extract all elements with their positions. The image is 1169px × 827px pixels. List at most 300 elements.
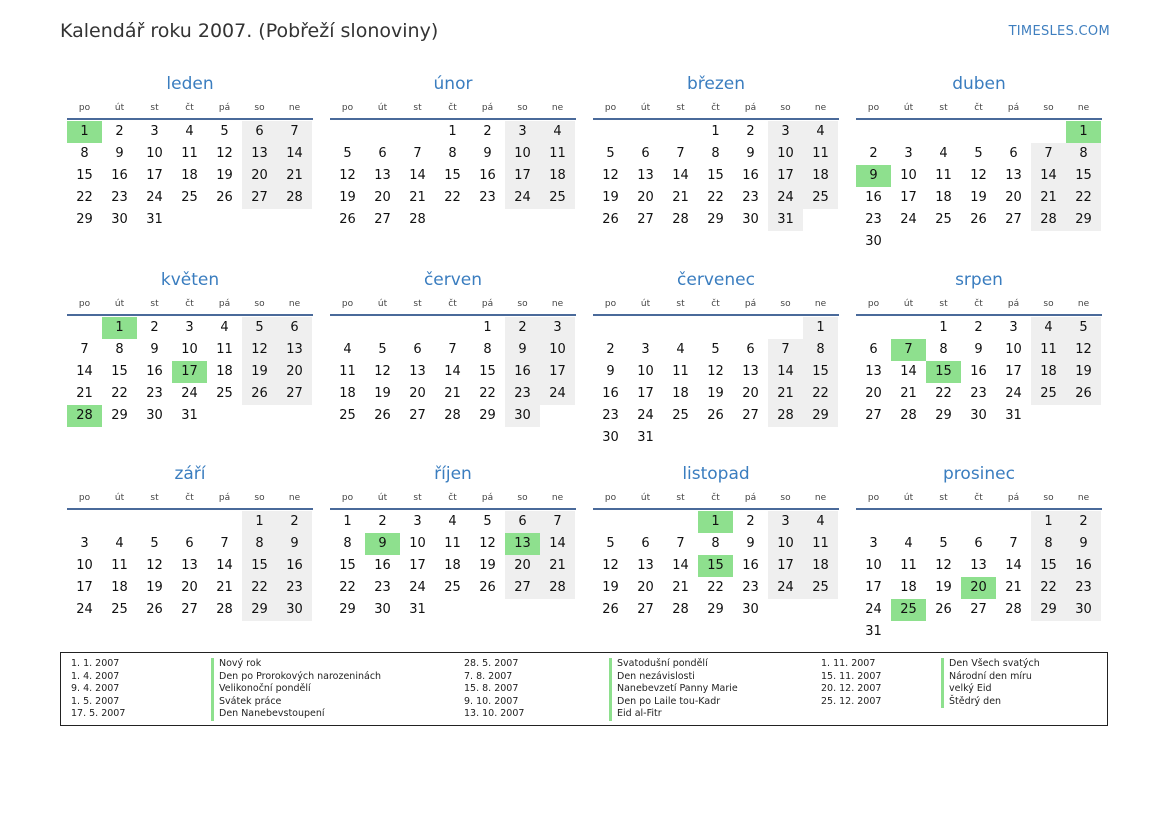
empty-cell — [628, 121, 663, 143]
day-cell: 19 — [146, 580, 163, 595]
day-cell: 12 — [146, 558, 163, 573]
day-cell: 10 — [409, 536, 426, 551]
empty-cell — [961, 511, 996, 533]
week-row — [330, 383, 576, 405]
day-cell: 16 — [374, 558, 391, 573]
day-cell: 19 — [479, 558, 496, 573]
legend-holiday-name: Den nezávislosti — [617, 670, 695, 682]
day-cell: 20 — [242, 165, 277, 187]
day-cell: 5 — [711, 342, 720, 357]
empty-cell — [137, 511, 172, 533]
day-cell: 23 — [602, 408, 619, 423]
day-cell: 28 — [540, 577, 575, 599]
empty-cell — [768, 317, 803, 339]
holiday-day-cell: 15 — [926, 361, 961, 383]
day-cell: 17 — [540, 361, 575, 383]
day-cell: 25 — [339, 408, 356, 423]
empty-cell — [593, 317, 628, 339]
weekday-header — [67, 295, 313, 313]
month-name: srpen — [955, 270, 1003, 290]
month-6 — [330, 269, 576, 427]
weekday-label: po — [78, 103, 91, 113]
day-cell: 26 — [707, 408, 724, 423]
empty-cell — [803, 427, 838, 449]
day-cell: 31 — [409, 602, 426, 617]
weekday-label: po — [867, 493, 880, 503]
day-cell: 29 — [242, 599, 277, 621]
empty-cell — [996, 511, 1031, 533]
day-cell: 7 — [540, 511, 575, 533]
day-cell: 29 — [803, 405, 838, 427]
day-cell: 4 — [803, 121, 838, 143]
week-row — [330, 121, 576, 143]
day-cell: 1 — [343, 514, 352, 529]
day-cell: 26 — [242, 383, 277, 405]
day-cell: 27 — [742, 408, 759, 423]
holiday-day-cell: 1 — [1066, 121, 1101, 143]
day-cell: 7 — [220, 536, 229, 551]
empty-cell — [803, 599, 838, 621]
day-cell: 11 — [339, 364, 356, 379]
empty-cell — [242, 405, 277, 427]
month-12 — [856, 463, 1102, 643]
day-cell: 17 — [900, 190, 917, 205]
week-row — [67, 383, 313, 405]
day-cell: 25 — [935, 212, 952, 227]
day-cell: 5 — [606, 146, 615, 161]
day-cell: 2 — [505, 317, 540, 339]
week-row — [856, 143, 1102, 165]
day-cell: 17 — [1005, 364, 1022, 379]
month-4 — [856, 73, 1102, 253]
day-cell: 22 — [242, 577, 277, 599]
empty-cell — [926, 231, 961, 253]
empty-cell — [891, 121, 926, 143]
day-cell: 18 — [111, 580, 128, 595]
legend-date: 1. 5. 2007 — [71, 695, 120, 707]
weekday-label: st — [413, 299, 422, 309]
day-cell: 18 — [935, 190, 952, 205]
day-cell: 15 — [479, 364, 496, 379]
legend-date: 1. 11. 2007 — [821, 658, 876, 669]
week-row — [330, 165, 576, 187]
day-cell: 10 — [768, 143, 803, 165]
day-cell: 27 — [374, 212, 391, 227]
empty-cell — [277, 209, 312, 231]
empty-cell — [1066, 405, 1101, 427]
empty-cell — [1031, 405, 1066, 427]
week-row — [330, 209, 576, 231]
weekday-label: st — [676, 493, 685, 503]
day-cell: 8 — [711, 146, 720, 161]
day-cell: 14 — [216, 558, 233, 573]
day-cell: 21 — [672, 190, 689, 205]
day-cell: 20 — [742, 386, 759, 401]
weekday-label: st — [413, 493, 422, 503]
day-cell: 2 — [974, 320, 983, 335]
weekday-label: so — [780, 103, 791, 113]
header-divider — [67, 314, 313, 316]
day-cell: 20 — [865, 386, 882, 401]
week-row — [856, 599, 1102, 621]
day-cell: 14 — [1005, 558, 1022, 573]
day-cell: 27 — [505, 577, 540, 599]
month-name: prosinec — [943, 464, 1015, 484]
day-cell: 12 — [707, 364, 724, 379]
week-row — [330, 361, 576, 383]
day-cell: 24 — [146, 190, 163, 205]
weekday-label: út — [640, 493, 651, 503]
day-cell: 20 — [409, 386, 426, 401]
day-cell: 4 — [220, 320, 229, 335]
day-cell: 27 — [1005, 212, 1022, 227]
day-cell: 18 — [339, 386, 356, 401]
weekday-label: ne — [288, 493, 301, 503]
day-cell: 5 — [939, 536, 948, 551]
day-cell: 11 — [444, 536, 461, 551]
day-cell: 14 — [768, 361, 803, 383]
day-cell: 26 — [1066, 383, 1101, 405]
day-cell: 14 — [672, 558, 689, 573]
day-cell: 6 — [505, 511, 540, 533]
day-cell: 9 — [115, 146, 124, 161]
weekday-header — [330, 295, 576, 313]
day-cell: 8 — [448, 146, 457, 161]
weekday-label: pá — [744, 299, 757, 309]
day-cell: 13 — [181, 558, 198, 573]
day-cell: 10 — [1005, 342, 1022, 357]
empty-cell — [67, 317, 102, 339]
day-cell: 22 — [1031, 577, 1066, 599]
day-cell: 13 — [374, 168, 391, 183]
holiday-day-cell: 17 — [172, 361, 207, 383]
day-cell: 25 — [444, 580, 461, 595]
weekday-label: po — [604, 493, 617, 503]
day-cell: 12 — [374, 364, 391, 379]
day-cell: 23 — [146, 386, 163, 401]
weekday-label: st — [939, 493, 948, 503]
weekday-header — [593, 295, 839, 313]
day-cell: 9 — [505, 339, 540, 361]
weekday-label: ne — [288, 299, 301, 309]
day-cell: 28 — [216, 602, 233, 617]
empty-cell — [470, 599, 505, 621]
day-cell: 29 — [111, 408, 128, 423]
day-cell: 2 — [277, 511, 312, 533]
week-row — [593, 599, 839, 621]
day-cell: 9 — [483, 146, 492, 161]
day-cell: 4 — [676, 342, 685, 357]
empty-cell — [172, 511, 207, 533]
day-cell: 7 — [1009, 536, 1018, 551]
month-8 — [856, 269, 1102, 427]
week-row — [593, 383, 839, 405]
day-cell: 23 — [479, 190, 496, 205]
week-row — [856, 511, 1102, 533]
day-cell: 30 — [111, 212, 128, 227]
weekday-header — [67, 489, 313, 507]
day-cell: 3 — [641, 342, 650, 357]
day-cell: 19 — [602, 190, 619, 205]
day-cell: 16 — [742, 168, 759, 183]
day-cell: 19 — [242, 361, 277, 383]
day-cell: 30 — [742, 212, 759, 227]
day-cell: 9 — [974, 342, 983, 357]
day-cell: 12 — [1066, 339, 1101, 361]
day-cell: 12 — [602, 558, 619, 573]
legend-holiday-name: Den Všech svatých — [949, 658, 1040, 669]
day-cell: 26 — [602, 602, 619, 617]
day-cell: 4 — [115, 536, 124, 551]
day-cell: 24 — [505, 187, 540, 209]
day-cell: 11 — [181, 146, 198, 161]
legend-holiday-name: velký Eid — [949, 683, 992, 695]
day-cell: 12 — [242, 339, 277, 361]
header-divider — [330, 314, 576, 316]
day-cell: 17 — [768, 165, 803, 187]
day-cell: 2 — [746, 514, 755, 529]
weekday-label: st — [676, 299, 685, 309]
day-cell: 5 — [343, 146, 352, 161]
day-cell: 11 — [935, 168, 952, 183]
day-cell: 8 — [242, 533, 277, 555]
weekday-label: so — [780, 493, 791, 503]
weekday-header — [593, 99, 839, 117]
day-cell: 18 — [803, 555, 838, 577]
week-row — [856, 121, 1102, 143]
day-cell: 1 — [242, 511, 277, 533]
day-cell: 21 — [216, 580, 233, 595]
weekday-label: ne — [551, 299, 564, 309]
weekday-label: pá — [1007, 493, 1020, 503]
empty-cell — [628, 511, 663, 533]
month-11 — [593, 463, 839, 621]
holiday-day-cell: 1 — [698, 511, 733, 533]
weekday-label: čt — [974, 103, 983, 113]
day-cell: 27 — [865, 408, 882, 423]
day-cell: 25 — [216, 386, 233, 401]
day-cell: 21 — [277, 165, 312, 187]
weekday-label: po — [867, 103, 880, 113]
day-cell: 2 — [483, 124, 492, 139]
empty-cell — [1031, 231, 1066, 253]
day-cell: 23 — [374, 580, 391, 595]
day-cell: 3 — [869, 536, 878, 551]
weekday-label: po — [78, 493, 91, 503]
day-cell: 24 — [409, 580, 426, 595]
day-cell: 6 — [1009, 146, 1018, 161]
day-cell: 17 — [146, 168, 163, 183]
legend-holiday-name: Eid al-Fitr — [617, 708, 662, 720]
month-name: červen — [423, 270, 483, 290]
day-cell: 24 — [540, 383, 575, 405]
weekday-label: čt — [711, 493, 720, 503]
week-row — [593, 143, 839, 165]
day-cell: 19 — [339, 190, 356, 205]
day-cell: 24 — [637, 408, 654, 423]
empty-cell — [505, 599, 540, 621]
day-cell: 2 — [115, 124, 124, 139]
day-cell: 26 — [970, 212, 987, 227]
weekday-label: po — [78, 299, 91, 309]
week-row — [856, 533, 1102, 555]
empty-cell — [365, 317, 400, 339]
day-cell: 13 — [970, 558, 987, 573]
empty-cell — [891, 317, 926, 339]
day-cell: 18 — [216, 364, 233, 379]
week-row — [856, 231, 1102, 253]
week-row — [67, 209, 313, 231]
legend-date: 9. 4. 2007 — [71, 683, 120, 695]
weekday-label: út — [114, 103, 125, 113]
day-cell: 12 — [216, 146, 233, 161]
header-divider — [856, 118, 1102, 120]
weekday-label: po — [604, 103, 617, 113]
day-cell: 19 — [374, 386, 391, 401]
legend-dates-column — [821, 658, 881, 708]
day-cell: 1 — [1031, 511, 1066, 533]
weekday-label: so — [517, 299, 528, 309]
empty-cell — [891, 231, 926, 253]
empty-cell — [698, 317, 733, 339]
day-cell: 6 — [641, 146, 650, 161]
day-cell: 3 — [185, 320, 194, 335]
day-cell: 18 — [672, 386, 689, 401]
weekday-label: čt — [974, 493, 983, 503]
holiday-day-cell: 15 — [698, 555, 733, 577]
day-cell: 7 — [277, 121, 312, 143]
weekday-label: st — [150, 299, 159, 309]
day-cell: 29 — [479, 408, 496, 423]
day-cell: 24 — [76, 602, 93, 617]
week-row — [330, 405, 576, 427]
day-cell: 30 — [865, 234, 882, 249]
day-cell: 17 — [409, 558, 426, 573]
day-cell: 8 — [80, 146, 89, 161]
weekday-label: ne — [814, 299, 827, 309]
day-cell: 31 — [146, 212, 163, 227]
day-cell: 15 — [242, 555, 277, 577]
empty-cell — [628, 317, 663, 339]
day-cell: 27 — [970, 602, 987, 617]
weekday-label: st — [150, 103, 159, 113]
weekday-label: po — [341, 103, 354, 113]
day-cell: 4 — [803, 511, 838, 533]
week-row — [67, 577, 313, 599]
week-row — [67, 165, 313, 187]
empty-cell — [1031, 121, 1066, 143]
day-cell: 21 — [768, 383, 803, 405]
weekday-label: čt — [711, 299, 720, 309]
day-cell: 3 — [768, 511, 803, 533]
weekday-label: so — [1043, 103, 1054, 113]
legend-holiday-name: Svátek práce — [219, 695, 282, 707]
day-cell: 13 — [1005, 168, 1022, 183]
weekday-label: st — [150, 493, 159, 503]
day-cell: 19 — [707, 386, 724, 401]
day-cell: 29 — [707, 602, 724, 617]
weekday-header — [856, 295, 1102, 313]
day-cell: 15 — [803, 361, 838, 383]
day-cell: 28 — [1005, 602, 1022, 617]
day-cell: 5 — [378, 342, 387, 357]
day-cell: 29 — [935, 408, 952, 423]
day-cell: 21 — [444, 386, 461, 401]
empty-cell — [277, 405, 312, 427]
week-row — [856, 317, 1102, 339]
empty-cell — [67, 511, 102, 533]
day-cell: 4 — [939, 146, 948, 161]
empty-cell — [102, 511, 137, 533]
day-cell: 12 — [602, 168, 619, 183]
weekday-label: ne — [551, 103, 564, 113]
day-cell: 13 — [277, 339, 312, 361]
empty-cell — [961, 121, 996, 143]
empty-cell — [961, 231, 996, 253]
day-cell: 22 — [479, 386, 496, 401]
month-name: leden — [166, 74, 214, 94]
empty-cell — [540, 405, 575, 427]
empty-cell — [856, 511, 891, 533]
week-row — [593, 121, 839, 143]
day-cell: 1 — [711, 124, 720, 139]
empty-cell — [207, 511, 242, 533]
day-cell: 9 — [277, 533, 312, 555]
day-cell: 10 — [146, 146, 163, 161]
day-cell: 21 — [1031, 187, 1066, 209]
day-cell: 10 — [540, 339, 575, 361]
week-row — [593, 405, 839, 427]
day-cell: 26 — [339, 212, 356, 227]
day-cell: 25 — [540, 187, 575, 209]
day-cell: 4 — [343, 342, 352, 357]
day-cell: 9 — [1066, 533, 1101, 555]
day-cell: 28 — [672, 602, 689, 617]
day-cell: 15 — [1031, 555, 1066, 577]
day-cell: 24 — [900, 212, 917, 227]
day-cell: 7 — [676, 146, 685, 161]
legend-holiday-name: Štědrý den — [949, 695, 1002, 707]
legend-names-column — [941, 658, 1040, 708]
month-name: říjen — [434, 464, 472, 484]
day-cell: 8 — [1066, 143, 1101, 165]
day-cell: 24 — [865, 602, 882, 617]
day-cell: 8 — [343, 536, 352, 551]
brand-link[interactable]: TIMESLES.COM — [1008, 24, 1110, 39]
week-row — [330, 317, 576, 339]
month-name: únor — [433, 74, 473, 94]
holiday-day-cell: 25 — [891, 599, 926, 621]
weekday-label: st — [939, 299, 948, 309]
week-row — [856, 383, 1102, 405]
week-row — [856, 339, 1102, 361]
header-divider — [593, 314, 839, 316]
legend-names-column — [609, 658, 738, 721]
week-row — [856, 165, 1102, 187]
empty-cell — [663, 317, 698, 339]
day-cell: 30 — [602, 430, 619, 445]
empty-cell — [856, 121, 891, 143]
day-cell: 16 — [146, 364, 163, 379]
day-cell: 25 — [111, 602, 128, 617]
legend-date: 7. 8. 2007 — [464, 670, 513, 682]
day-cell: 3 — [150, 124, 159, 139]
day-cell: 19 — [935, 580, 952, 595]
day-cell: 13 — [637, 168, 654, 183]
empty-cell — [540, 599, 575, 621]
legend-date: 9. 10. 2007 — [464, 695, 519, 707]
day-cell: 30 — [742, 602, 759, 617]
